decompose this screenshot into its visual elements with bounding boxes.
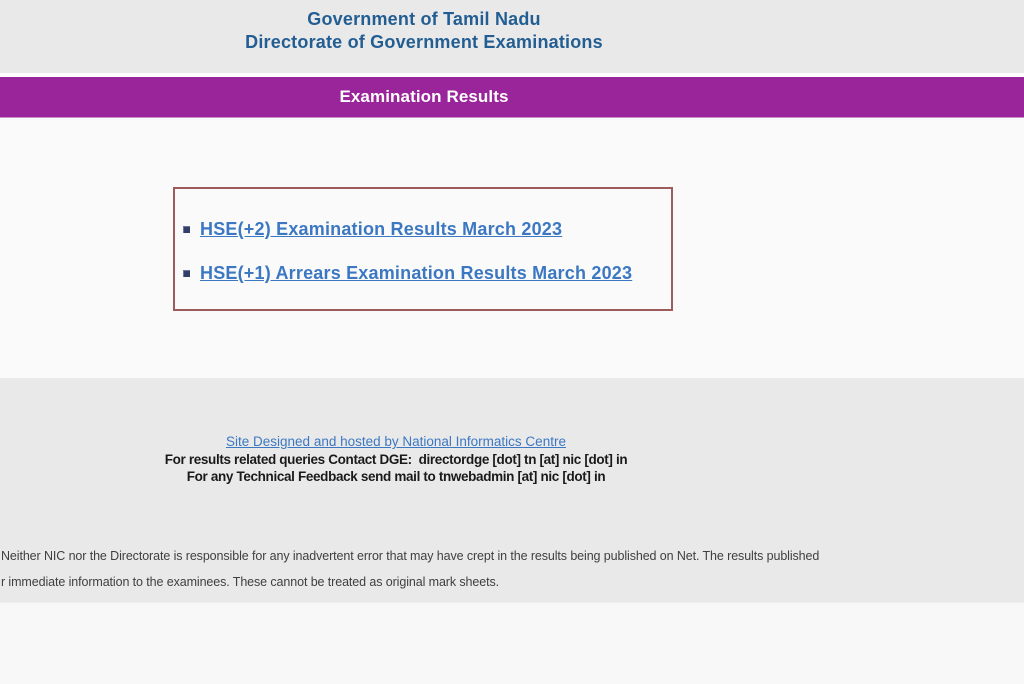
site-footer — [0, 378, 1024, 602]
banner-title: Examination Results — [339, 87, 509, 106]
bottom-band — [0, 602, 1024, 684]
content-area — [0, 118, 1024, 378]
dge-contact-line: For results related queries Contact DGE: directordge [dot] tn [at] nic [dot] in — [164, 451, 628, 467]
hse-plus2-results-link[interactable]: HSE(+2) Examination Results March 2023 — [200, 219, 563, 239]
site-header-inner — [0, 0, 848, 54]
list-item — [183, 218, 671, 240]
banner-inner — [0, 77, 848, 117]
directorate-title: Directorate of Government Examinations — [245, 32, 603, 52]
results-links-box — [173, 187, 673, 311]
disclaimer-line-1: Neither NIC nor the Directorate is responsible for any inadvertent error that may have crept in the results being published on Net. The results published — [1, 549, 820, 563]
technical-feedback-line: For any Technical Feedback send mail to tnwebadmin [at] nic [dot] in — [186, 469, 606, 484]
disclaimer-block — [0, 543, 1024, 595]
list-item — [183, 262, 671, 284]
examination-results-banner — [0, 77, 1024, 118]
disclaimer-line-2: r immediate information to the examinees. These cannot be treated as original mark sheets. — [1, 575, 499, 589]
government-title: Government of Tamil Nadu — [307, 9, 541, 29]
square-bullet-icon — [183, 270, 190, 277]
site-header — [0, 0, 1024, 73]
footer-info-block — [0, 433, 792, 486]
nic-credit-link[interactable]: Site Designed and hosted by National Informatics Centre — [226, 434, 566, 449]
site-credit-row — [0, 433, 792, 451]
square-bullet-icon — [183, 226, 190, 233]
hse-plus1-arrears-results-link[interactable]: HSE(+1) Arrears Examination Results March 2023 — [200, 263, 633, 283]
